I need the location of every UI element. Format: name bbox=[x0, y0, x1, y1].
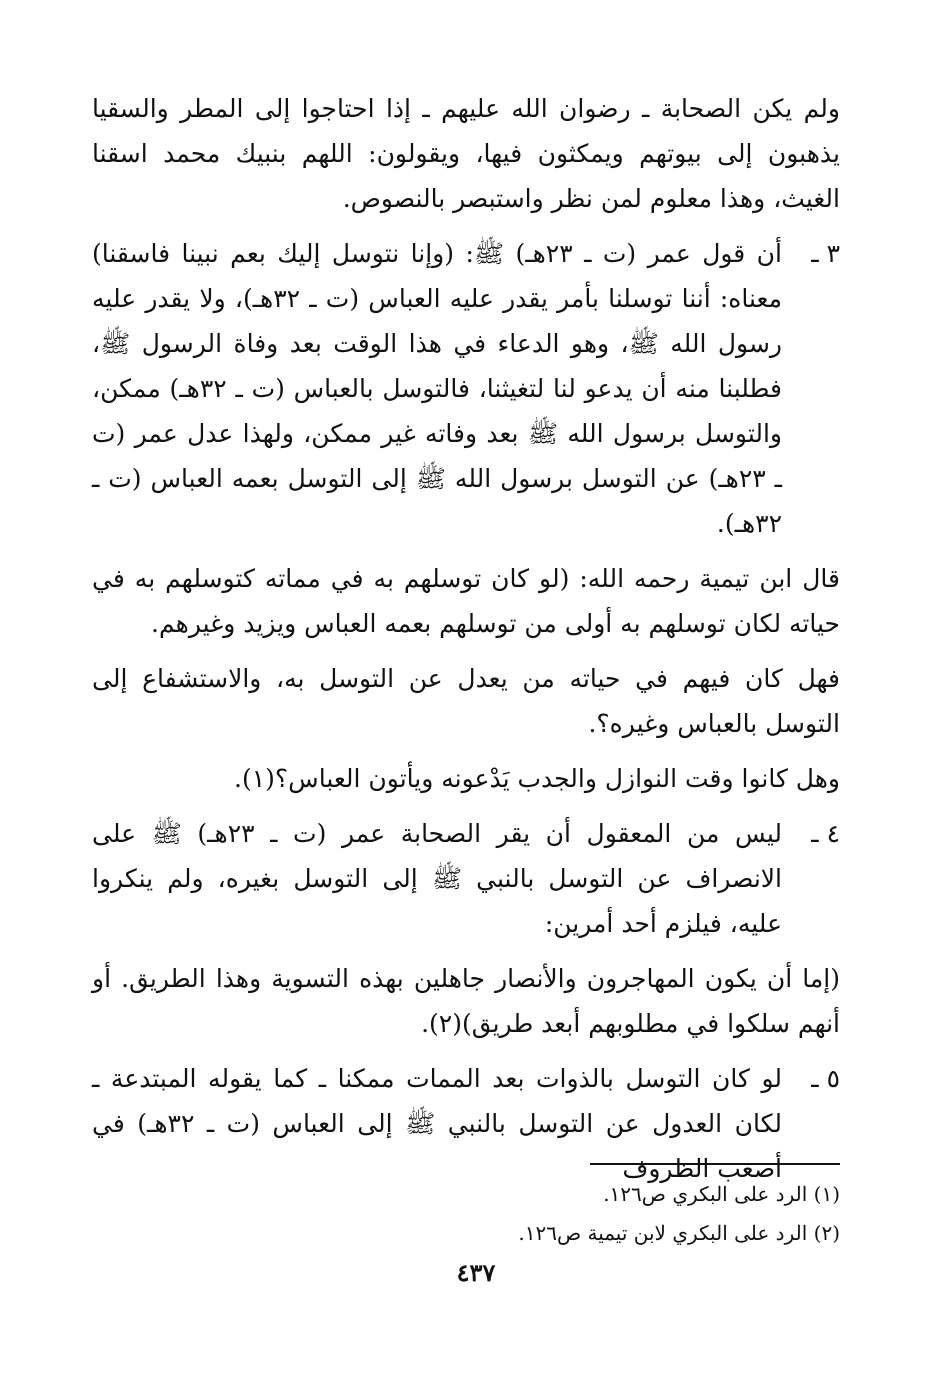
paragraph-question-1: فهل كان فيهم في حياته من يعدل عن التوسل به، والاستشفاع إلى التوسل بالعباس وغيره؟. bbox=[92, 664, 840, 738]
page-number: ٤٣٧ bbox=[456, 1258, 496, 1287]
list-item-3 bbox=[92, 231, 840, 546]
item-number-4: ٤ ـ bbox=[811, 819, 840, 848]
footnote-1: (١) الرد على البكري ص١٢٦. bbox=[603, 1182, 840, 1206]
item-text-4: ليس من المعقول أن يقر الصحابة عمر (ت ـ ٢٣هـ) ﷺ على الانصراف عن التوسل بالنبي ﷺ إلى التوسل بغيره، ولم ينكروا عليه، فيلزم أحد أمرين: bbox=[92, 819, 782, 938]
footnotes bbox=[300, 1178, 840, 1256]
item-number-3: ٣ ـ bbox=[811, 239, 840, 268]
paragraph-quote-2: (إما أن يكون المهاجرون والأنصار جاهلين بهذه التسوية وهذا الطريق. أو أنهم سلكوا في مطلوبهم أبعد طريق)(٢). bbox=[92, 964, 840, 1038]
paragraph-ibn-taymiyya-quote: قال ابن تيمية رحمه الله: (لو كان توسلهم به في مماته كتوسلهم به في حياته لكان توسلهم به أولى من توسلهم بعمه العباس ويزيد وغيرهم. bbox=[92, 564, 840, 638]
footnote-divider bbox=[590, 1163, 840, 1165]
paragraph-1: ولم يكن الصحابة ـ رضوان الله عليهم ـ إذا احتاجوا إلى المطر والسقيا يذهبون إلى بيوتهم ويمكثون فيها، ويقولون: اللهم بنبيك محمد اسقنا الغيث، وهذا معلوم لمن نظر واستبصر بالنصوص. bbox=[92, 94, 840, 213]
list-item-5 bbox=[92, 1056, 840, 1191]
main-text bbox=[92, 86, 840, 1201]
item-number-5: ٥ ـ bbox=[811, 1064, 840, 1093]
item-text-5: لو كان التوسل بالذوات بعد الممات ممكنا ـ كما يقوله المبتدعة ـ لكان العدول عن التوسل بالنبي ﷺ إلى العباس (ت ـ ٣٢هـ) في أصعب الظروف bbox=[92, 1064, 782, 1183]
item-text-3: أن قول عمر (ت ـ ٢٣هـ) ﷺ: (وإنا نتوسل إليك بعم نبينا فاسقنا) معناه: أننا توسلنا بأمر يقدر عليه العباس (ت ـ ٣٢هـ)، ولا يقدر عليه رسول الله ﷺ، وهو الدعاء في هذا الوقت بعد وفاة الرسول ﷺ، فطلبنا منه أن يدعو لنا لتغيثنا، فالتوسل بالعباس (ت ـ ٣٢هـ) ممكن، والتوسل برسول الله ﷺ بعد وفاته غير ممكن، ولهذا عدل عمر (ت ـ ٢٣هـ) عن التوسل برسول الله ﷺ إلى التوسل بعمه العباس (ت ـ ٣٢هـ). bbox=[92, 239, 782, 538]
footnote-2: (٢) الرد على البكري لابن تيمية ص١٢٦. bbox=[518, 1221, 840, 1245]
paragraph-question-2: وهل كانوا وقت النوازل والجدب يَدْعونه ويأتون العباس؟(١). bbox=[234, 764, 840, 793]
list-item-4 bbox=[92, 811, 840, 946]
